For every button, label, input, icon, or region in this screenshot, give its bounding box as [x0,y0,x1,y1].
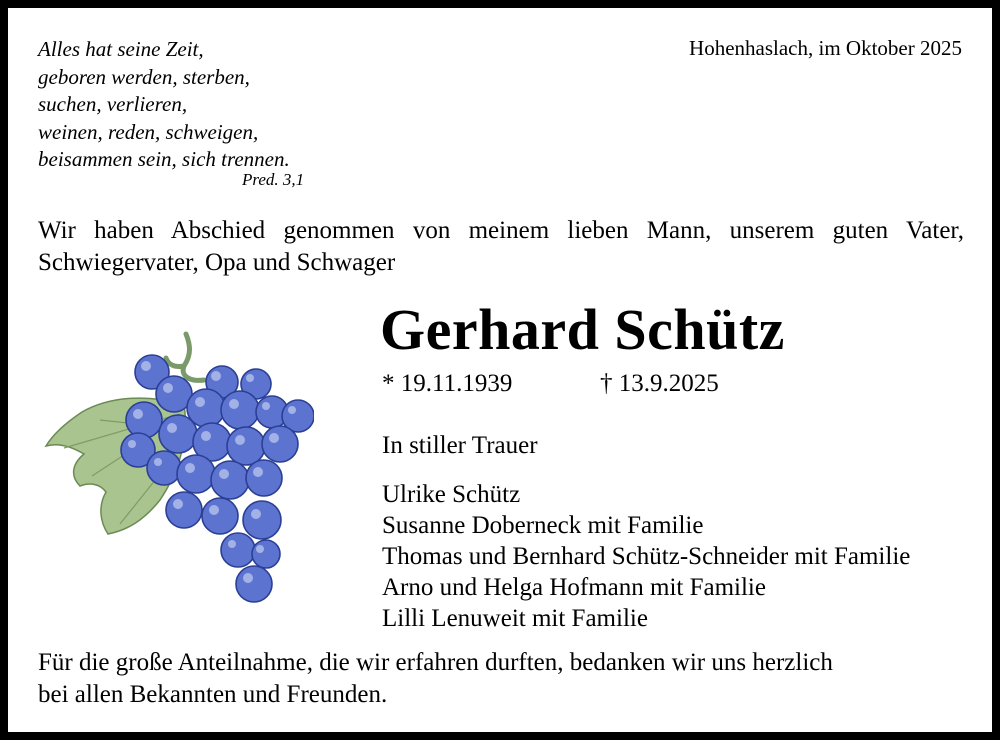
mourners-list [382,479,910,634]
mourner: Thomas und Bernhard Schütz-Schneider mit Familie [382,543,911,570]
grape-berry [227,427,265,465]
grape-berry [202,498,238,534]
thanks-line: bei allen Bekannten und Freunden. [38,681,388,708]
thanks-text [38,647,833,711]
grape-berry [262,426,298,462]
grape-berry [126,402,162,438]
verse-line: beisammen sein, sich trennen. [38,147,290,171]
mourner: Ulrike Schütz [382,481,521,508]
verse-source: Pred. 3,1 [242,170,305,189]
mourner: Susanne Doberneck mit Familie [382,512,704,539]
grape-berry [246,460,282,496]
birth-date: * 19.11.1939 [382,370,513,397]
place-date: Hohenhaslach, im Oktober 2025 [689,36,962,60]
mourner: Arno und Helga Hofmann mit Familie [382,574,766,601]
verse-line: suchen, verlieren, [38,92,188,116]
grape-berry [166,492,202,528]
grape-berry [221,533,255,567]
intro-text [38,215,964,279]
death-date: † 13.9.2025 [600,370,719,397]
grape-berry [252,540,280,568]
verse-line: Alles hat seine Zeit, [38,37,204,61]
mourning-label: In stiller Trauer [382,432,538,459]
verse [38,36,290,174]
grape-berry [236,566,272,602]
deceased-name: Gerhard Schütz [380,297,785,362]
grape-berry [243,501,281,539]
grape-stem [166,334,204,380]
thanks-line: Für die große Anteilnahme, die wir erfahren durften, bedanken wir uns herzlich [38,649,833,676]
grape-berry [211,461,249,499]
grape-berry [177,455,215,493]
grape-berry [221,391,259,429]
mourner: Lilli Lenuweit mit Familie [382,605,648,632]
intro-line: Schwiegervater, Opa und Schwager [38,249,396,276]
grape-berry [159,415,197,453]
intro-line: Wir haben Abschied genommen von meinem lieben Mann, unserem guten Vater, [38,217,964,244]
grape-berry [147,451,181,485]
grape-bunch-illustration [34,324,314,614]
verse-line: geboren werden, sterben, [38,64,250,89]
verse-line: weinen, reden, schweigen, [38,119,259,144]
